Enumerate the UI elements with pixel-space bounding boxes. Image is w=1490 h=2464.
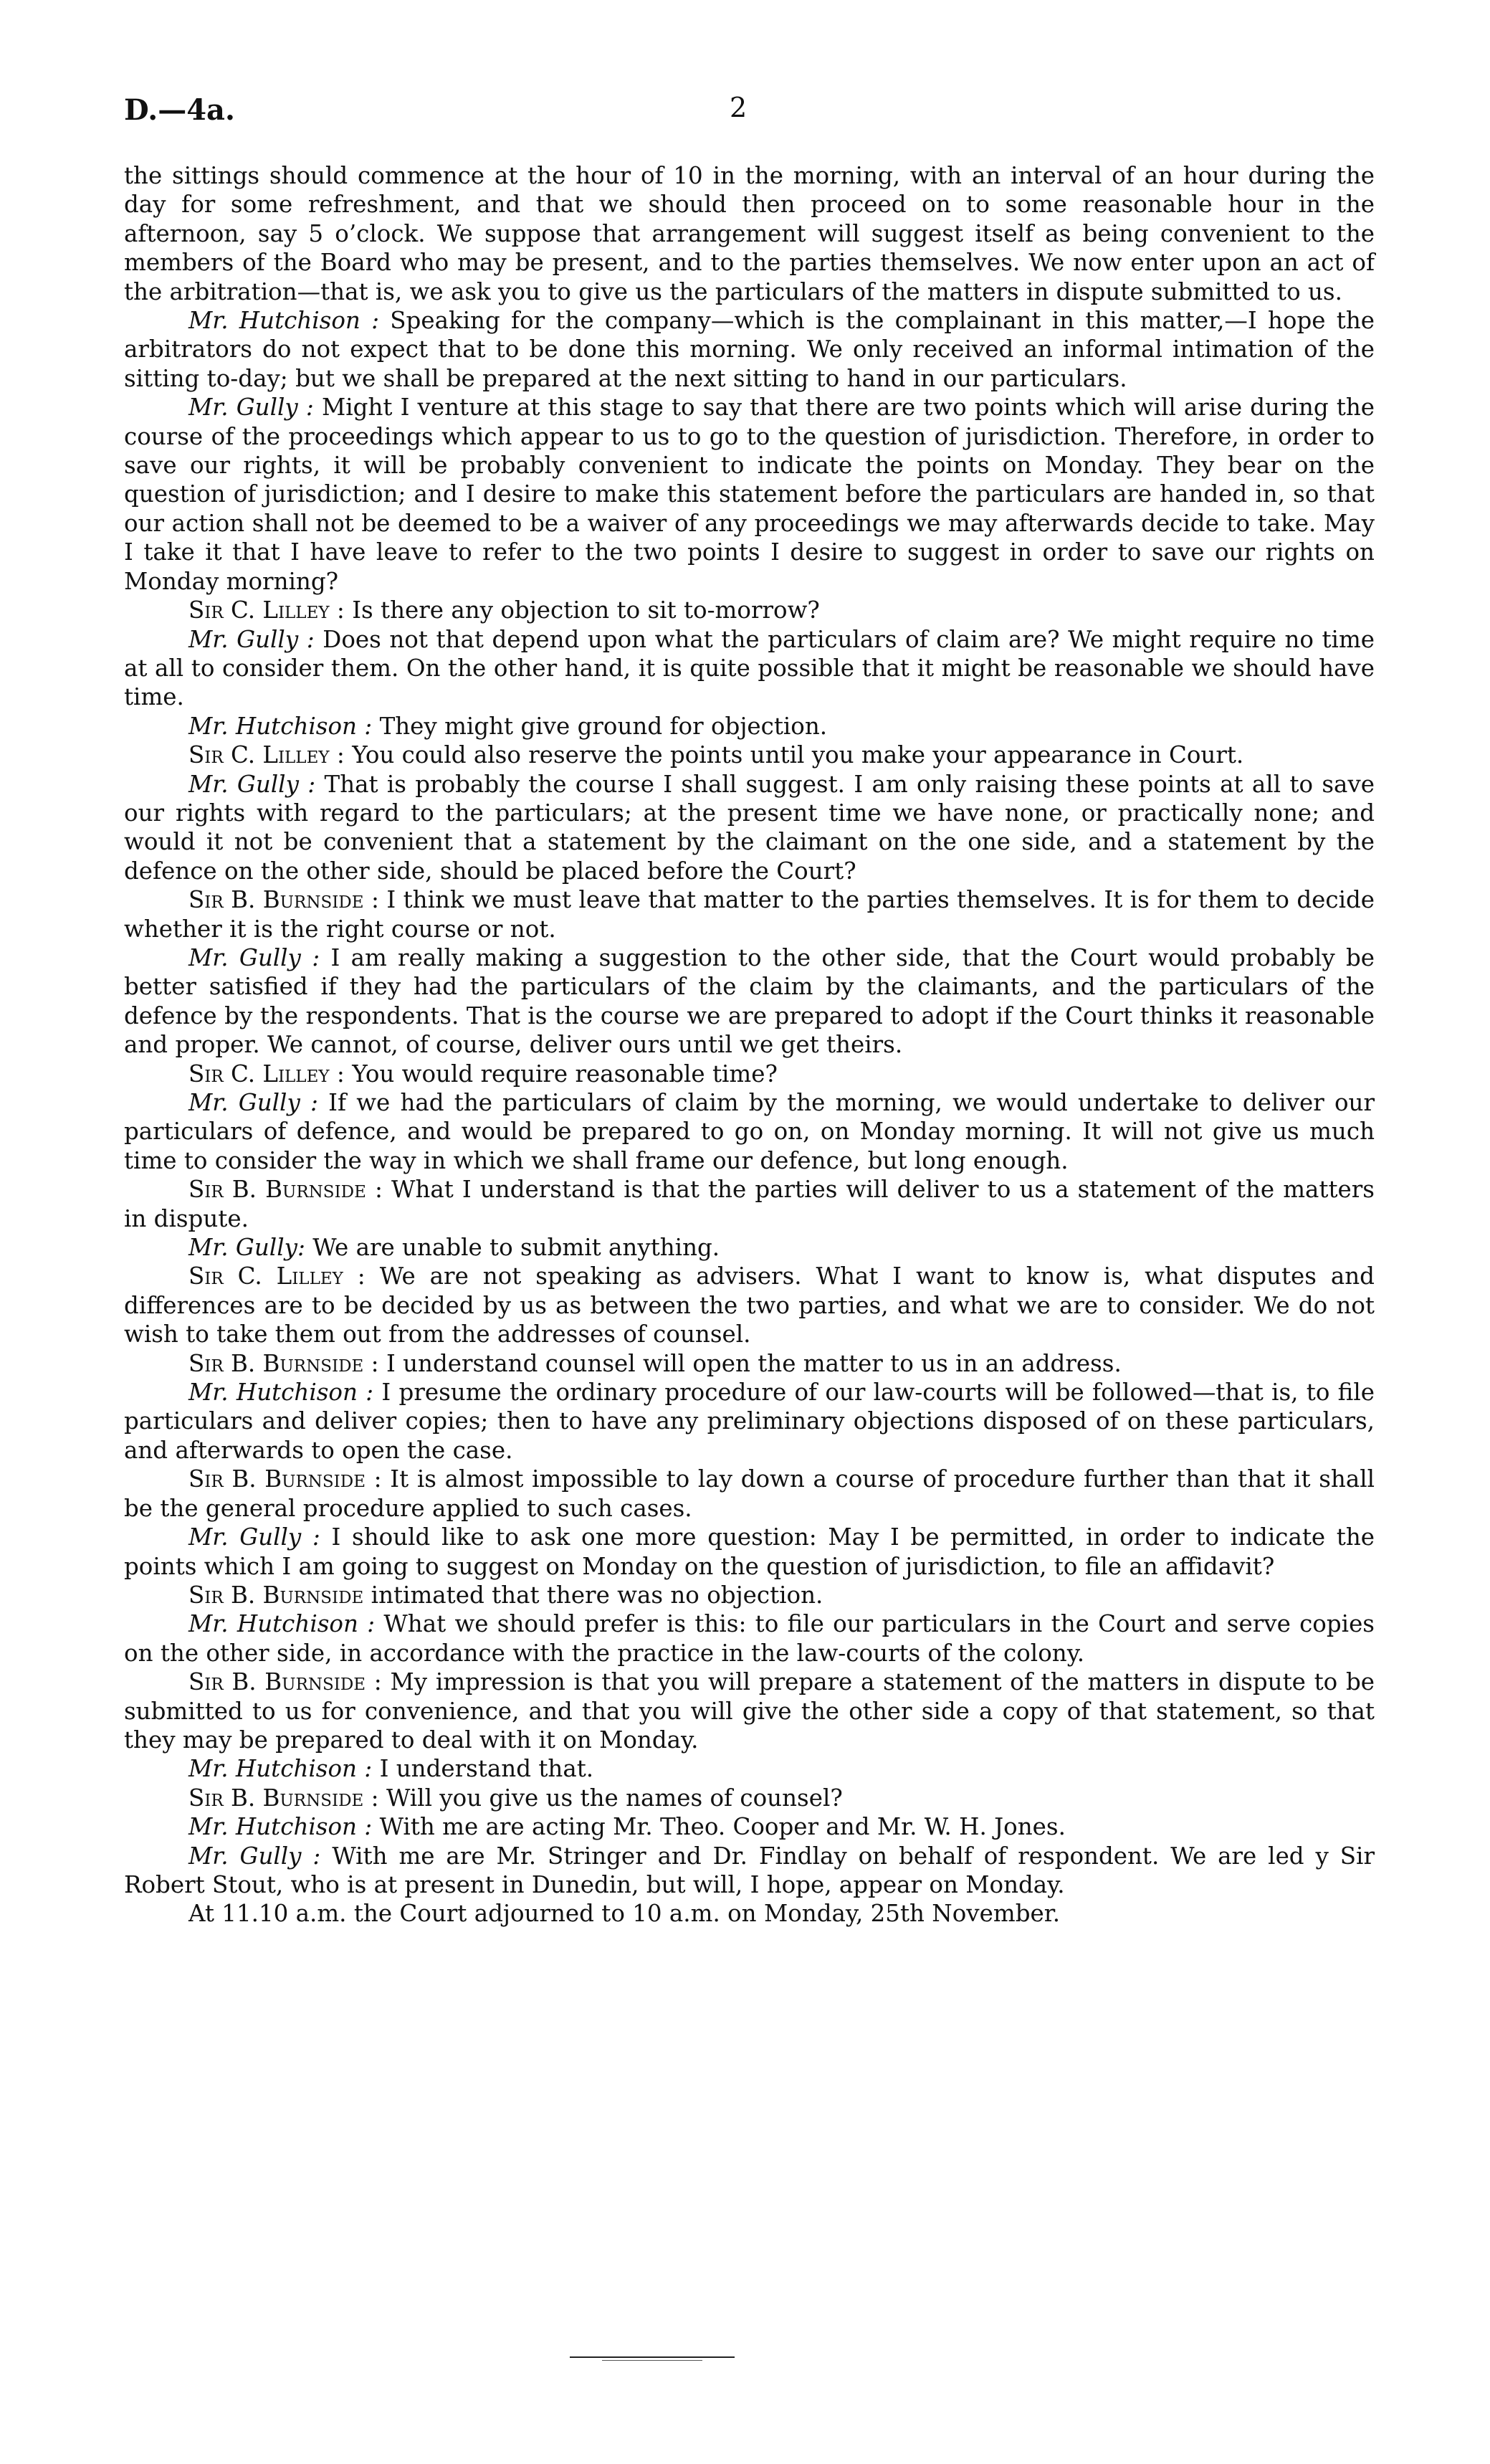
paragraph xyxy=(124,1465,1375,1523)
paragraph xyxy=(124,1349,1375,1378)
paragraph xyxy=(124,1668,1375,1754)
paragraph xyxy=(124,1754,1375,1783)
speaker: Mr. Gully : xyxy=(188,625,315,653)
paragraph xyxy=(124,1378,1375,1465)
document-reference: D.—4a. xyxy=(124,93,235,127)
paragraph-text: intimated that there was no objection. xyxy=(371,1581,823,1609)
speaker: Sir B. Burnside xyxy=(188,1581,364,1609)
page-number: 2 xyxy=(730,92,748,123)
paragraph-text: Does not that depend upon what the particulars of claim are? We might require no time at all to consider them. On the other hand, it is quite possible that it might be reasonable we should have time. xyxy=(124,625,1375,711)
paragraph-text: They might give ground for objection. xyxy=(379,712,828,740)
paragraph-text: If we had the particulars of claim by the morning, we would undertake to deliver our particulars of defence, and would be prepared to go on, on Monday morning. It will not give us much time to consider the way in which we shall frame our defence, but long enough. xyxy=(124,1089,1375,1174)
paragraph-text: I understand counsel will open the matter to us in an address. xyxy=(386,1349,1122,1377)
paragraph xyxy=(124,1262,1375,1348)
speaker: Mr. Hutchison : xyxy=(188,307,380,335)
paragraph xyxy=(124,1812,1375,1841)
paragraph-text: My impression is that you will prepare a statement of the matters in dispute to be submitted to us for convenience, and that you will give the other side a copy of that statement, so that they may be prepared to deal with it on Monday. xyxy=(124,1668,1375,1754)
speaker: Mr. Gully : xyxy=(188,394,314,422)
paragraph-text: I think we must leave that matter to the parties themselves. It is for them to decide whether it is the right course or not. xyxy=(124,886,1375,943)
paragraph-text: We are unable to submit anything. xyxy=(312,1234,720,1262)
speaker: Sir B. Burnside : xyxy=(188,886,379,914)
paragraph-text: Speaking for the company—which is the complainant in this matter,—I hope the arbitrators do not expect that to be done this morning. We only received an informal intimation of the sitting to-day; but we shall be prepared at the next sitting to hand in our particulars. xyxy=(124,307,1375,392)
speaker: Sir C. Lilley : xyxy=(188,1262,366,1290)
transcript-body xyxy=(124,161,1375,1928)
section-divider xyxy=(570,2356,735,2358)
paragraph xyxy=(124,1088,1375,1175)
paragraph-text: What we should prefer is this: to file our particulars in the Court and serve copies on the other side, in accordance with the practice in the law-courts of the colony. xyxy=(124,1610,1375,1667)
speaker: Sir B. Burnside : xyxy=(188,1784,379,1812)
paragraph xyxy=(124,943,1375,1060)
paragraph xyxy=(124,1175,1375,1233)
paragraph-text: That is probably the course I shall suggest. I am only raising these points at all to save our rights with regard to the particulars; at the present time we have none, or practically none; and would it not be convenient that a statement by the claimant on the one side, and a statement by the defence on the other side, should be placed before the Court? xyxy=(124,770,1375,885)
paragraph-text: What I understand is that the parties will deliver to us a statement of the matters in dispute. xyxy=(124,1176,1375,1232)
paragraph xyxy=(124,393,1375,596)
speaker: Mr. Gully : xyxy=(188,943,320,971)
paragraph-text: You could also reserve the points until you make your appearance in Court. xyxy=(352,741,1244,769)
paragraph-text: With me are acting Mr. Theo. Cooper and Mr. W. H. Jones. xyxy=(379,1813,1066,1841)
speaker: Mr. Hutchison : xyxy=(188,1813,373,1841)
speaker: Mr. Gully : xyxy=(188,1523,320,1551)
speaker: Mr. Gully : xyxy=(188,1842,321,1870)
paragraph-text: Might I venture at this stage to say that there are two points which will arise during the course of the proceedings which appear to us to go to the question of jurisdiction. Therefore, in order to save our rights, it will be probably convenient to indicate the points on Monday. They bear on the question of jurisdiction; and I desire to make this statement before the particulars are handed in, so that our action shall not be deemed to be a waiver of any proceedings we may afterwards decide to take. May I take it that I have leave to refer to the two points I desire to suggest in order to save our rights on Monday morning? xyxy=(124,394,1375,595)
speaker: Mr. Gully: xyxy=(188,1234,305,1262)
speaker: Sir C. Lilley : xyxy=(188,741,345,769)
speaker: Sir B. Burnside : xyxy=(188,1668,382,1696)
paragraph-adjournment xyxy=(124,1899,1375,1928)
paragraph xyxy=(124,306,1375,393)
paragraph xyxy=(124,712,1375,741)
paragraph-text: At 11.10 a.m. the Court adjourned to 10 a.m. on Monday, 25th November. xyxy=(188,1900,1061,1928)
paragraph xyxy=(124,625,1375,712)
paragraph-text: Is there any objection to sit to-morrow? xyxy=(352,596,820,624)
speaker: Sir B. Burnside : xyxy=(188,1349,379,1377)
paragraph xyxy=(124,1233,1375,1262)
paragraph xyxy=(124,161,1375,306)
paragraph xyxy=(124,885,1375,943)
paragraph-text: I understand that. xyxy=(379,1755,594,1783)
paragraph xyxy=(124,1784,1375,1812)
paragraph xyxy=(124,596,1375,624)
paragraph-text: the sittings should commence at the hour of 10 in the morning, with an interval of an hour during the day for some refreshment, and that we should then proceed on to some reasonable hour in the afternoon, say 5 o’clock. We suppose that arrangement will suggest itself as being convenient to the members of the Board who may be present, and to the parties themselves. We now enter upon an act of the arbitration—that is, we ask you to give us the particulars of the matters in dispute submitted to us. xyxy=(124,162,1375,305)
speaker: Mr. Gully : xyxy=(188,1089,318,1116)
speaker: Sir C. Lilley : xyxy=(188,1060,345,1088)
paragraph xyxy=(124,1060,1375,1088)
paragraph-text: We are not speaking as advisers. What I want to know is, what disputes and differences are to be decided by us as between the two parties, and what we are to consider. We do not wish to take them out from the addresses of counsel. xyxy=(124,1262,1375,1348)
paragraph xyxy=(124,1842,1375,1900)
speaker: Sir C. Lilley : xyxy=(188,596,345,624)
paragraph-text: You would require reasonable time? xyxy=(352,1060,778,1088)
speaker: Sir B. Burnside : xyxy=(188,1465,382,1493)
paragraph-text: With me are Mr. Stringer and Dr. Findlay on behalf of respondent. We are led y Sir Robert Stout, who is at present in Dunedin, but will, I hope, appear on Monday. xyxy=(124,1842,1375,1898)
speaker: Mr. Hutchison : xyxy=(188,1379,374,1407)
paragraph xyxy=(124,1609,1375,1668)
paragraph-text: I am really making a suggestion to the other side, that the Court would probably be better satisfied if they had the particulars of the claim by the claimants, and the particulars of the defence by the respondents. That is the course we are prepared to adopt if the Court thinks it reasonable and proper. We cannot, of course, deliver ours until we get theirs. xyxy=(124,943,1375,1059)
paragraph-text: It is almost impossible to lay down a course of procedure further than that it shall be the general procedure applied to such cases. xyxy=(124,1465,1375,1522)
paragraph-text: Will you give us the names of counsel? xyxy=(386,1784,843,1812)
paragraph xyxy=(124,741,1375,769)
paragraph-text: I should like to ask one more question: May I be permitted, in order to indicate the points which I am going to suggest on Monday on the question of jurisdiction, to file an affidavit? xyxy=(124,1523,1375,1580)
speaker: Mr. Gully : xyxy=(188,770,316,798)
paragraph-text: I presume the ordinary procedure of our law-courts will be followed—that is, to file particulars and deliver copies; then to have any preliminary objections disposed of on these particulars, and afterwards to open the case. xyxy=(124,1379,1375,1464)
paragraph xyxy=(124,1523,1375,1581)
speaker: Mr. Hutchison : xyxy=(188,712,373,740)
paragraph xyxy=(124,770,1375,886)
speaker: Sir B. Burnside : xyxy=(188,1176,383,1204)
section-divider-inner xyxy=(602,2360,702,2361)
speaker: Mr. Hutchison : xyxy=(188,1610,376,1638)
speaker: Mr. Hutchison : xyxy=(188,1755,373,1783)
paragraph xyxy=(124,1581,1375,1609)
